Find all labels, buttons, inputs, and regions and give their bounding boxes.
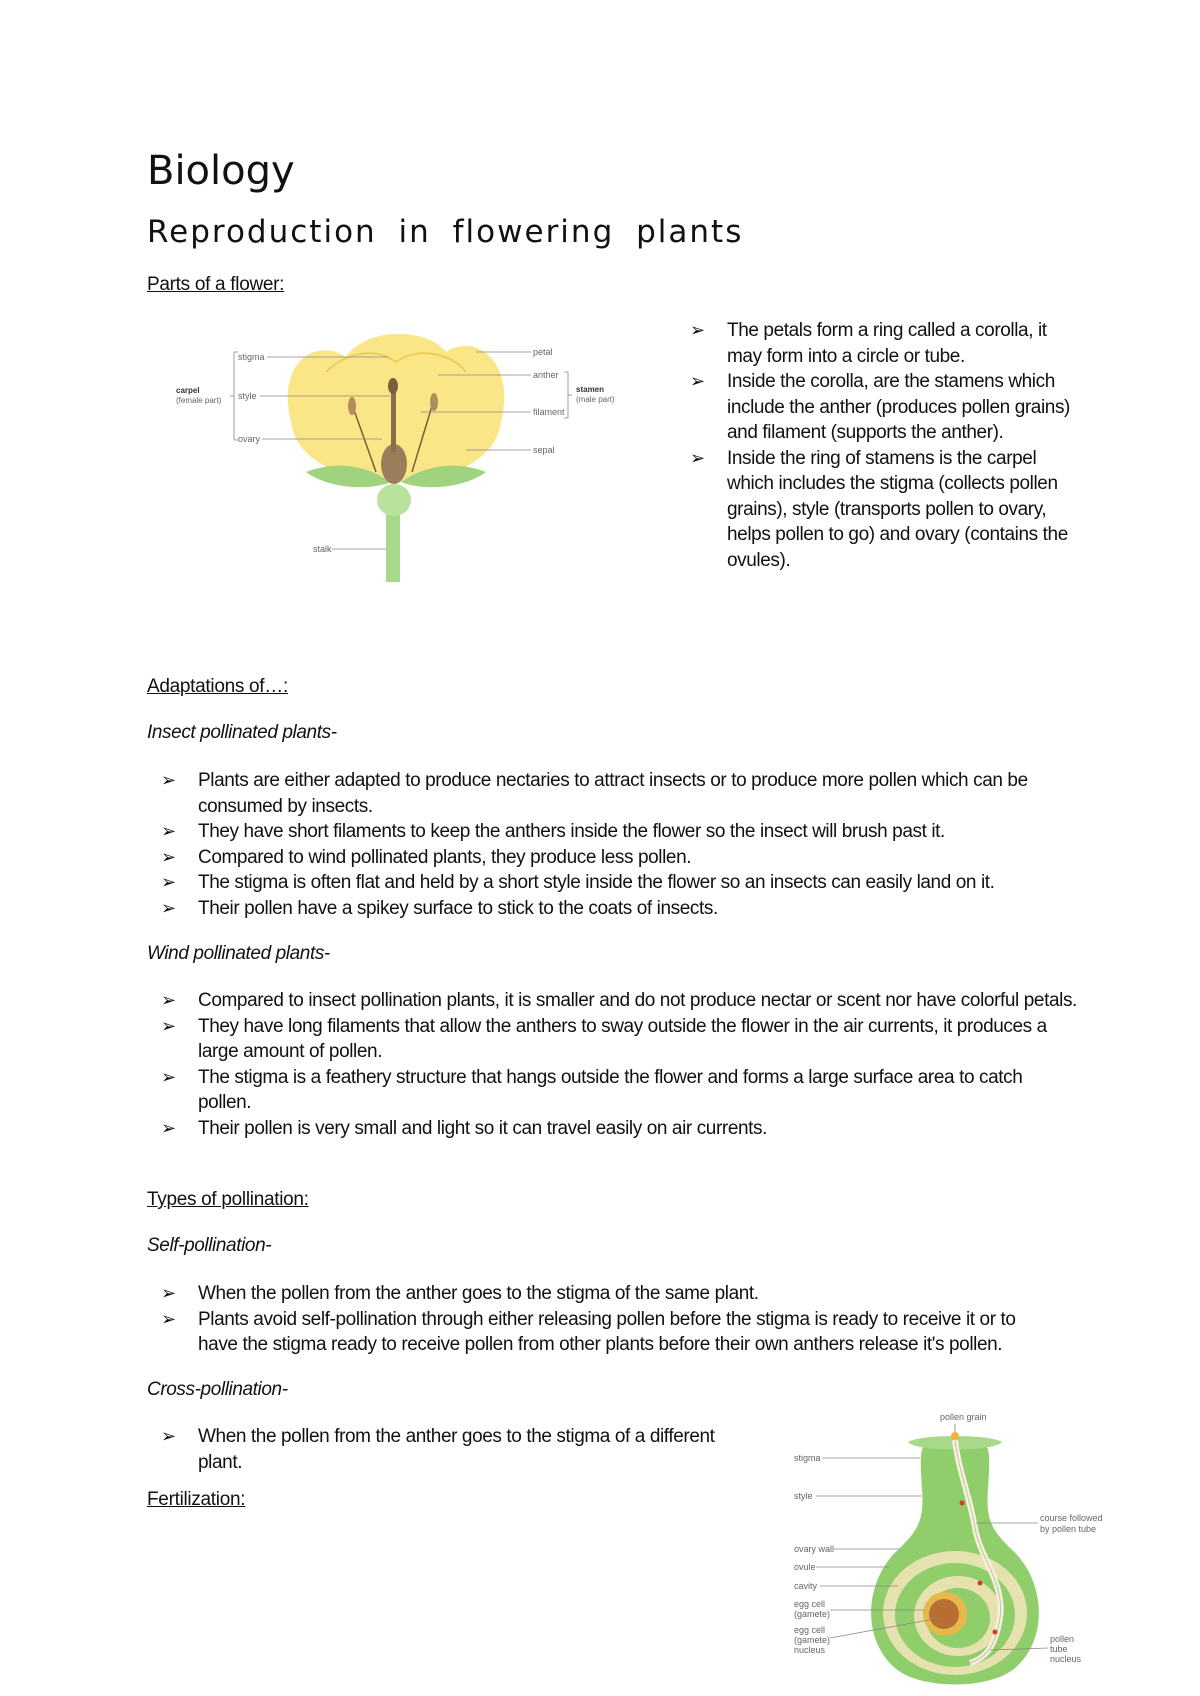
self-pollination-heading: Self-pollination- [147, 1235, 272, 1256]
list-item: ➢ Inside the ring of stamens is the carpel which includes the stigma (collects pollen grains), style (transports pollen to ovary, helps pollen to go) and ovary (contains the ovules). [690, 447, 1068, 571]
list-item: ➢ They have short filaments to keep the anthers inside the flower so the insect will brush past it. [147, 819, 1067, 845]
arrow-bullet-icon: ➢ [690, 371, 705, 391]
label-stigma: stigma [794, 1453, 821, 1463]
flower-diagram [176, 332, 626, 582]
list-item: ➢ The stigma is often flat and held by a short style inside the flower so an insects can easily land on it. [147, 870, 1067, 896]
pollen-tube-diagram [790, 1408, 1110, 1690]
label-course-2: by pollen tube [1040, 1524, 1097, 1534]
style-shape [391, 387, 396, 452]
arrow-bullet-icon: ➢ [161, 1426, 176, 1446]
arrow-bullet-icon: ➢ [161, 1308, 176, 1329]
types-heading: Types of pollination: [147, 1189, 309, 1210]
label-female-part: (female part) [176, 396, 222, 405]
label-egg-cell-2: (gamete) [794, 1609, 831, 1619]
list-item: ➢ Plants avoid self-pollination through either releasing pollen before the stigma is ready to receive it or to have the stigma ready to receive pollen from other plants before their own anthers release it's pollen. [161, 1308, 1016, 1355]
label-carpel: carpel [176, 386, 200, 395]
label-tube-3: nucleus [1050, 1654, 1082, 1664]
label-ovary: ovary [238, 434, 261, 444]
cross-pollination-heading: Cross-pollination- [147, 1379, 288, 1400]
insect-heading: Insect pollinated plants- [147, 722, 337, 743]
list-item: ➢ They have long filaments that allow the anthers to sway outside the flower in the air currents, it produces a large amount of pollen. [161, 1015, 1047, 1062]
arrow-bullet-icon: ➢ [690, 447, 705, 468]
arrow-bullet-icon: ➢ [161, 846, 176, 867]
list-item: ➢ Their pollen is very small and light so it can travel easily on air currents. [147, 1116, 1077, 1142]
page-title: Biology [147, 148, 295, 194]
list-item: ➢ Their pollen have a spikey surface to stick to the coats of insects. [147, 896, 1067, 922]
label-tube-2: tube [1050, 1644, 1068, 1654]
arrow-bullet-icon: ➢ [161, 990, 176, 1010]
pollen-grain-dot [951, 1432, 959, 1440]
list-item: ➢ Compared to insect pollination plants, it is smaller and do not produce nectar or scent nor have colorful petals. [147, 988, 1077, 1014]
label-anther: anther [533, 370, 559, 380]
label-egg-nucleus-2: (gamete) [794, 1635, 831, 1645]
label-stigma: stigma [238, 352, 265, 362]
anther-left [348, 397, 356, 415]
list-item: ➢ When the pollen from the anther goes to the stigma of the same plant. [147, 1281, 1047, 1307]
label-stalk: stalk [313, 544, 332, 554]
label-cavity: cavity [794, 1581, 818, 1591]
parts-heading: Parts of a flower: [147, 274, 285, 295]
label-ovule: ovule [794, 1562, 816, 1572]
arrow-bullet-icon: ➢ [161, 1066, 176, 1087]
arrow-bullet-icon: ➢ [161, 872, 176, 892]
label-tube-1: pollen [1050, 1634, 1075, 1644]
label-style: style [794, 1491, 813, 1501]
flower-points-list [690, 318, 1080, 573]
self-points-list [147, 1281, 1047, 1358]
label-style: style [238, 391, 257, 401]
fertilization-heading: Fertilization: [147, 1489, 246, 1510]
egg-nucleus-shape [929, 1599, 959, 1629]
label-egg-nucleus-3: nucleus [794, 1645, 826, 1655]
label-male-part: (male part) [576, 395, 615, 404]
adaptations-heading: Adaptations of…: [147, 676, 288, 697]
label-egg-nucleus-1: egg cell [794, 1625, 826, 1635]
arrow-bullet-icon: ➢ [161, 1117, 176, 1138]
arrow-bullet-icon: ➢ [690, 320, 705, 340]
arrow-bullet-icon: ➢ [161, 821, 176, 841]
page-subtitle: Reproduction in flowering plants [147, 214, 744, 250]
arrow-bullet-icon: ➢ [161, 1015, 176, 1036]
arrow-bullet-icon: ➢ [161, 897, 176, 918]
list-item: ➢ Plants are either adapted to produce nectaries to attract insects or to produce more pollen which can be consumed by insects. [161, 770, 1028, 817]
list-item: ➢ When the pollen from the anther goes to the stigma of a different plant. [161, 1426, 715, 1473]
insect-points-list [147, 768, 1067, 921]
receptacle-shape [377, 484, 411, 516]
stigma-shape [388, 378, 398, 394]
list-item: ➢ Compared to wind pollinated plants, they produce less pollen. [147, 845, 1067, 871]
label-filament: filament [533, 407, 565, 417]
label-pollen-grain: pollen grain [940, 1412, 987, 1422]
arrow-bullet-icon: ➢ [161, 1283, 176, 1303]
label-stamen: stamen [576, 385, 605, 394]
list-item: ➢ The petals form a ring called a corolla, it may form into a circle or tube. [690, 320, 1047, 367]
label-sepal: sepal [533, 445, 555, 455]
list-item: ➢ The stigma is a feathery structure that hangs outside the flower and forms a large surface area to catch pollen. [161, 1066, 1023, 1113]
cross-points-list [147, 1424, 732, 1475]
label-ovary-wall: ovary wall [794, 1544, 835, 1554]
wind-heading: Wind pollinated plants- [147, 943, 330, 964]
list-item: ➢ Inside the corolla, are the stamens which include the anther (produces pollen grains) and filament (supports the anther). [690, 371, 1070, 443]
label-course-1: course followed [1040, 1513, 1103, 1523]
arrow-bullet-icon: ➢ [161, 770, 176, 790]
label-petal: petal [533, 347, 553, 357]
wind-points-list [147, 988, 1077, 1141]
label-egg-cell-1: egg cell [794, 1599, 826, 1609]
anther-right [430, 393, 438, 411]
